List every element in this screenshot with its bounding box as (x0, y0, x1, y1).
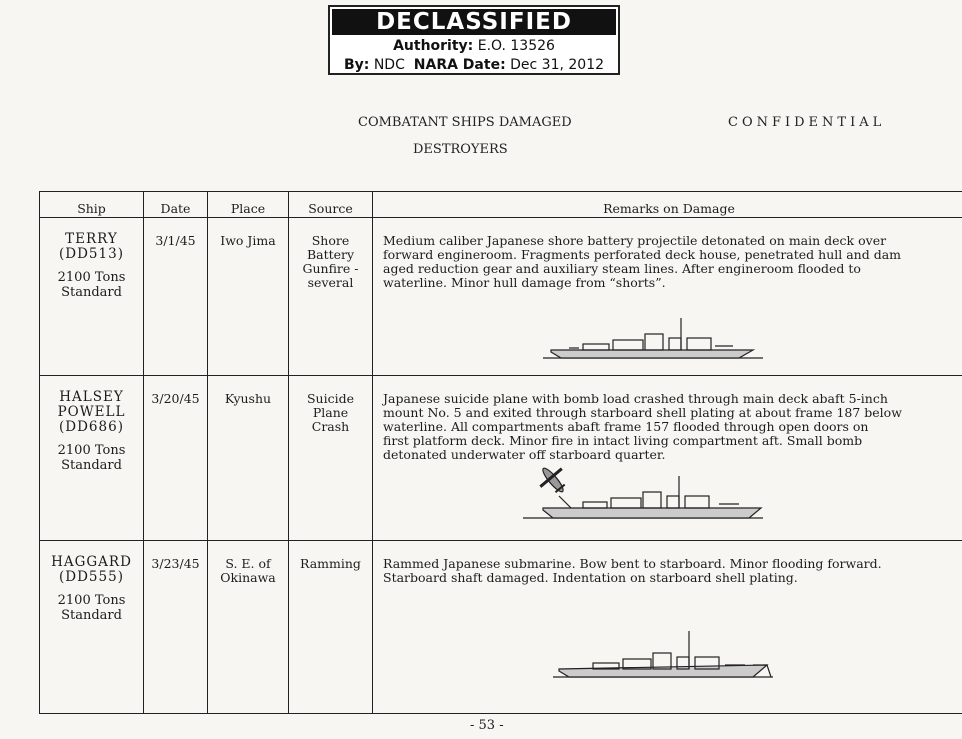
page-title: COMBATANT SHIPS DAMAGED (358, 115, 572, 130)
classification-label: CONFIDENTIAL (728, 115, 886, 130)
page-subtitle: DESTROYERS (413, 142, 508, 157)
declassified-stamp (328, 5, 620, 75)
remarks-cell: Medium caliber Japanese shore battery projectile detonated on main deck over forward engineroom. Fragments perforated deck house, penetrated hull and dam aged reduction gear and auxiliary steam lines. After engineroom flooded to waterline. Minor hull damage from “shorts”. (373, 218, 962, 376)
source-cell: Ramming (289, 541, 373, 714)
place-cell: Iwo Jima (208, 218, 289, 376)
col-header-place: Place (208, 192, 289, 218)
destroyer-silhouette-icon (543, 308, 763, 368)
date-cell: 3/20/45 (144, 376, 208, 541)
stamp-title: DECLASSIFIED (332, 9, 616, 35)
destroyer-with-plane-silhouette-icon (523, 464, 773, 524)
destroyer-silhouette-icon (553, 625, 783, 685)
table-header-row (40, 192, 962, 218)
source-cell: Suicide Plane Crash (289, 376, 373, 541)
ship-cell: HALSEY POWELL (DD686) 2100 Tons Standard (40, 376, 144, 541)
col-header-source: Source (289, 192, 373, 218)
place-cell: Kyushu (208, 376, 289, 541)
col-header-remarks: Remarks on Damage (373, 192, 962, 218)
ship-cell: HAGGARD (DD555) 2100 Tons Standard (40, 541, 144, 714)
remarks-cell: Japanese suicide plane with bomb load crashed through main deck abaft 5-inch mount No. 5 and exited through starboard shell plating at about frame 187 below waterline. All compartments abaft frame 157 flooded through open doors on first platform deck. Minor fire in intact living compartment aft. Small bomb detonated underwater off starboard quarter. (373, 376, 962, 541)
page-number: - 53 - (470, 718, 504, 733)
source-cell: Shore Battery Gunfire - several (289, 218, 373, 376)
table-row (40, 376, 962, 541)
stamp-authority: Authority: E.O. 13526 (393, 38, 555, 54)
date-cell: 3/23/45 (144, 541, 208, 714)
remarks-cell: Rammed Japanese submarine. Bow bent to starboard. Minor flooding forward. Starboard shaft damaged. Indentation on starboard shell plating. (373, 541, 962, 714)
table-row (40, 218, 962, 376)
date-cell: 3/1/45 (144, 218, 208, 376)
table-row (40, 541, 962, 714)
stamp-by-date: By: NDC NARA Date: Dec 31, 2012 (343, 57, 605, 73)
place-cell: S. E. of Okinawa (208, 541, 289, 714)
damage-table (39, 191, 962, 714)
ship-cell: TERRY (DD513) 2100 Tons Standard (40, 218, 144, 376)
col-header-date: Date (144, 192, 208, 218)
col-header-ship: Ship (40, 192, 144, 218)
